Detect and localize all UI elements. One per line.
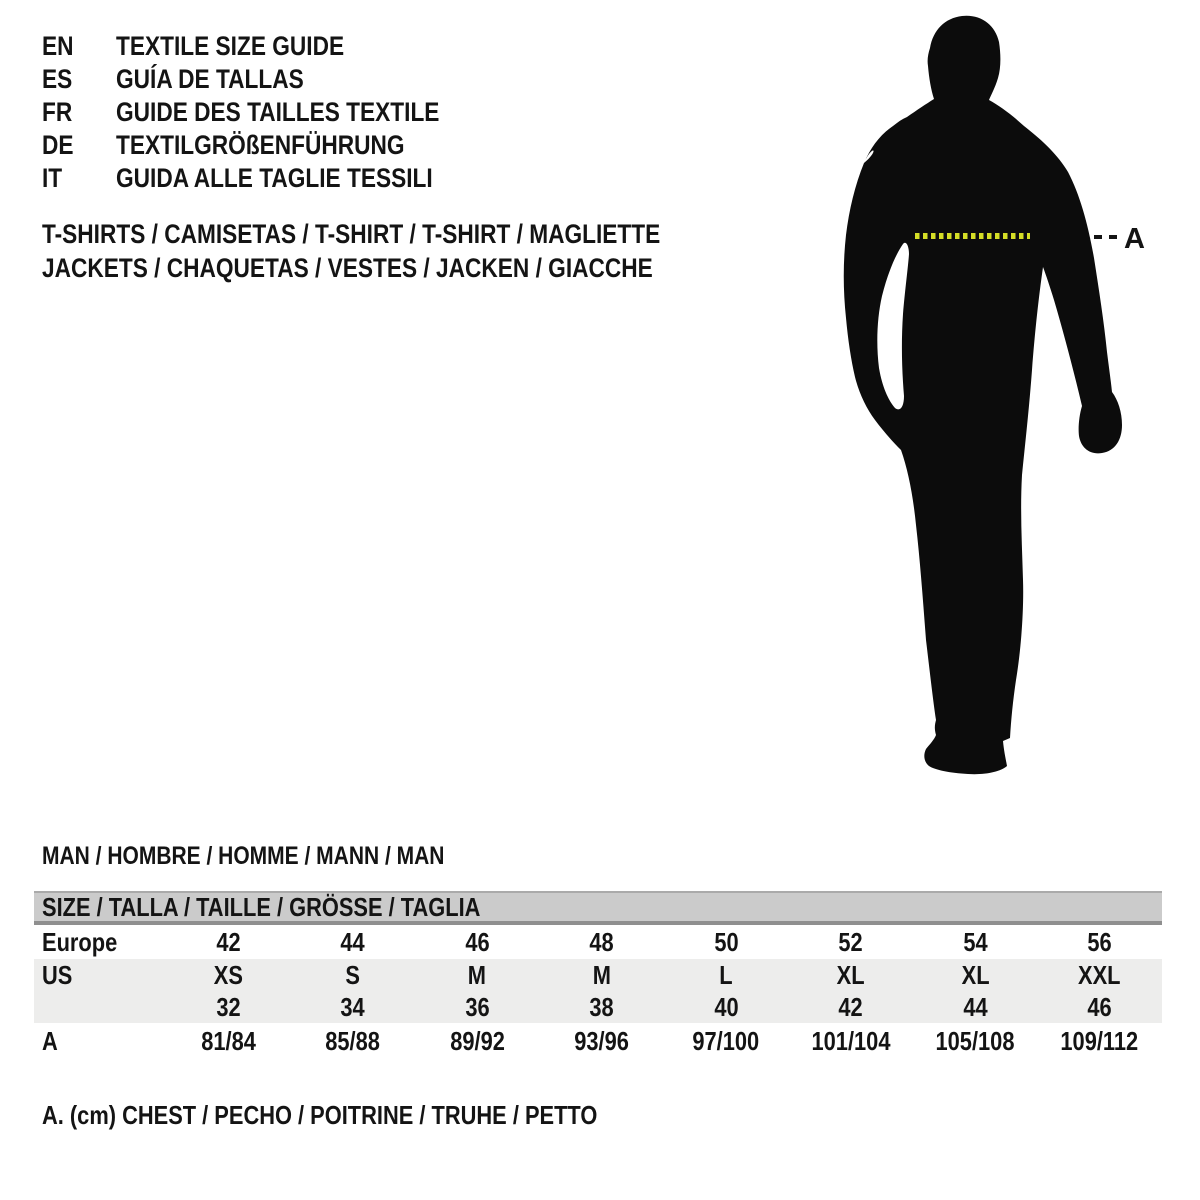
size-cell: 38 [589, 991, 614, 1022]
size-cell: 93/96 [574, 1025, 630, 1056]
row-label: Europe [42, 926, 118, 957]
language-title: TEXTILGRÖßENFÜHRUNG [116, 130, 405, 160]
size-cell: 44 [963, 991, 988, 1022]
chest-measure-label: A [1124, 223, 1145, 255]
language-row-es [42, 63, 501, 96]
size-cell: 36 [465, 991, 490, 1022]
size-cell: 52 [838, 926, 863, 957]
garment-categories [42, 217, 778, 285]
size-table-header [34, 891, 1162, 925]
size-cell: XS [213, 959, 243, 990]
category-line-jackets: JACKETS / CHAQUETAS / VESTES / JACKEN / GIACCHE [42, 253, 653, 283]
size-table-header-label: SIZE / TALLA / TAILLE / GRÖSSE / TAGLIA [42, 891, 481, 922]
language-title: GUÍA DE TALLAS [116, 64, 304, 94]
language-title: TEXTILE SIZE GUIDE [116, 31, 345, 61]
size-cell: XXL [1078, 959, 1121, 990]
size-cell: 50 [714, 926, 739, 957]
size-table [34, 891, 1162, 1059]
language-code: DE [42, 130, 74, 160]
language-code: IT [42, 163, 63, 193]
size-cell: 32 [216, 991, 241, 1022]
size-cell: 85/88 [325, 1025, 381, 1056]
size-cell: 42 [216, 926, 241, 957]
table-row-chest-a [34, 1023, 1162, 1059]
section-title-man: MAN / HOMBRE / HOMME / MANN / MAN [42, 842, 445, 870]
size-cell: M [592, 959, 611, 990]
language-code: FR [42, 97, 73, 127]
size-cell: 40 [714, 991, 739, 1022]
size-cell: 42 [838, 991, 863, 1022]
size-cell: 101/104 [811, 1025, 891, 1056]
size-cell: S [345, 959, 361, 990]
size-cell: 89/92 [449, 1025, 505, 1056]
table-row-us [34, 959, 1162, 991]
table-row-unlabeled [34, 991, 1162, 1023]
language-row-it [42, 162, 501, 195]
size-cell: M [468, 959, 487, 990]
size-cell: L [719, 959, 733, 990]
man-silhouette [844, 16, 1122, 774]
size-cell: 81/84 [200, 1025, 256, 1056]
language-title: GUIDA ALLE TAGLIE TESSILI [116, 163, 433, 193]
language-title-list [42, 30, 501, 195]
size-cell: 109/112 [1060, 1025, 1139, 1056]
language-row-en [42, 30, 501, 63]
size-cell: 56 [1087, 926, 1112, 957]
size-cell: 97/100 [692, 1025, 760, 1056]
row-label: US [42, 959, 73, 990]
size-cell: 44 [340, 926, 365, 957]
size-cell: 105/108 [935, 1025, 1015, 1056]
size-cell: 46 [1087, 991, 1112, 1022]
size-cell: 54 [963, 926, 988, 957]
category-line-tshirts: T-SHIRTS / CAMISETAS / T-SHIRT / T-SHIRT / MAGLIETTE [42, 219, 661, 249]
language-title: GUIDE DES TAILLES TEXTILE [116, 97, 440, 127]
size-cell: XL [961, 959, 990, 990]
size-cell: XL [836, 959, 865, 990]
man-silhouette-figure [820, 0, 1200, 800]
size-cell: 34 [340, 991, 365, 1022]
language-code: ES [42, 64, 73, 94]
row-label: A [42, 1025, 58, 1056]
size-cell: 48 [589, 926, 614, 957]
size-cell: 46 [465, 926, 490, 957]
measurement-footnote: A. (cm) CHEST / PECHO / POITRINE / TRUHE / PETTO [42, 1100, 598, 1130]
language-code: EN [42, 31, 74, 61]
table-row-europe [34, 925, 1162, 959]
language-row-de [42, 129, 501, 162]
language-row-fr [42, 96, 501, 129]
